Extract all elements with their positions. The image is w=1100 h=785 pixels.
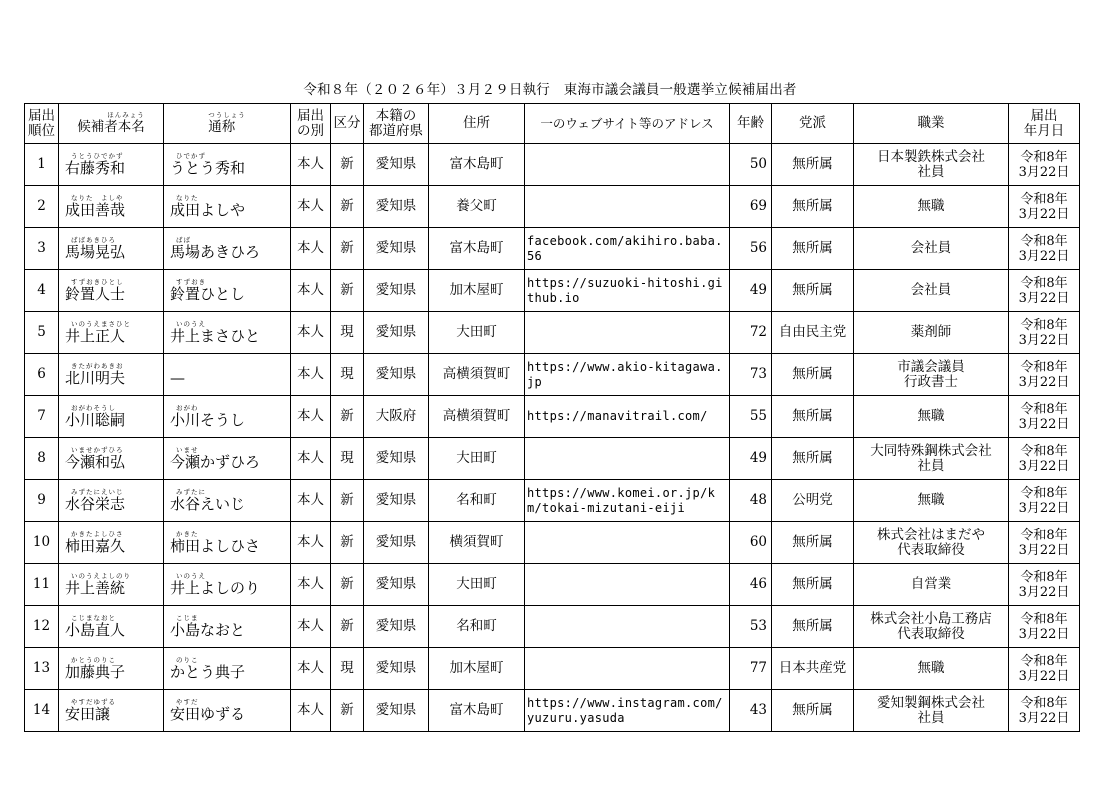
cell-address: 加木屋町 xyxy=(429,648,525,690)
cell-pref: 愛知県 xyxy=(364,690,429,732)
cell-website: https://suzuoki-hitoshi.github.io xyxy=(525,270,730,312)
alias-text: 柿田よしひさ xyxy=(170,537,261,555)
cell-no: 8 xyxy=(25,438,59,480)
table-row xyxy=(25,186,1080,228)
name-ruby: おがわそうし xyxy=(71,404,116,412)
cell-filer: 本人 xyxy=(291,396,331,438)
cell-website xyxy=(525,564,730,606)
alias-text: 鈴置ひとし xyxy=(170,285,246,303)
cell-date: 令和8年 3月22日 xyxy=(1009,480,1080,522)
table-row xyxy=(25,522,1080,564)
alias-ruby: いのうえ xyxy=(176,572,206,580)
cell-filer: 本人 xyxy=(291,228,331,270)
name-ruby: やすだゆずる xyxy=(71,698,116,706)
cell-address: 高横須賀町 xyxy=(429,354,525,396)
name-text: 水谷栄志 xyxy=(65,495,126,513)
cell-alias xyxy=(164,396,291,438)
cell-no: 14 xyxy=(25,690,59,732)
cell-alias xyxy=(164,354,291,396)
name-ruby: かきたよしひさ xyxy=(71,530,124,538)
alias-ruby: こじま xyxy=(176,614,199,622)
cell-filer: 本人 xyxy=(291,270,331,312)
cell-date: 令和8年 3月22日 xyxy=(1009,312,1080,354)
cell-party: 無所属 xyxy=(772,228,854,270)
table-row xyxy=(25,606,1080,648)
name-ruby: かとうのりこ xyxy=(71,656,116,664)
cell-age: 53 xyxy=(730,606,772,648)
cell-age: 56 xyxy=(730,228,772,270)
cell-name xyxy=(59,648,164,690)
alias-text: 成田よしや xyxy=(170,201,246,219)
cell-job: 無職 xyxy=(854,648,1009,690)
header-address: 住所 xyxy=(429,104,525,144)
cell-address: 富木島町 xyxy=(429,690,525,732)
cell-name xyxy=(59,144,164,186)
alias-ruby: やすだ xyxy=(176,698,199,706)
cell-alias xyxy=(164,522,291,564)
table-row xyxy=(25,270,1080,312)
name-text: 井上正人 xyxy=(65,327,126,345)
cell-status: 現 xyxy=(331,312,364,354)
cell-status: 新 xyxy=(331,144,364,186)
cell-address: 大田町 xyxy=(429,438,525,480)
cell-age: 46 xyxy=(730,564,772,606)
cell-pref: 愛知県 xyxy=(364,312,429,354)
name-text: 安田譲 xyxy=(65,705,111,723)
cell-name xyxy=(59,354,164,396)
cell-job: 市議会議員 行政書士 xyxy=(854,354,1009,396)
alias-text: うとう秀和 xyxy=(170,159,246,177)
cell-date: 令和8年 3月22日 xyxy=(1009,606,1080,648)
cell-status: 新 xyxy=(331,564,364,606)
table-row xyxy=(25,354,1080,396)
cell-website: facebook.com/akihiro.baba.56 xyxy=(525,228,730,270)
name-ruby: なりた よしや xyxy=(71,194,124,202)
cell-age: 60 xyxy=(730,522,772,564)
cell-age: 43 xyxy=(730,690,772,732)
cell-date: 令和8年 3月22日 xyxy=(1009,648,1080,690)
alias-text: 井上まさひと xyxy=(170,327,261,345)
cell-party: 無所属 xyxy=(772,186,854,228)
cell-address: 大田町 xyxy=(429,564,525,606)
table-row xyxy=(25,144,1080,186)
alias-text: 小島なおと xyxy=(170,621,246,639)
cell-job: 無職 xyxy=(854,396,1009,438)
cell-name xyxy=(59,480,164,522)
alias-text: 水谷えいじ xyxy=(170,495,246,513)
cell-party: 無所属 xyxy=(772,270,854,312)
cell-party: 公明党 xyxy=(772,480,854,522)
header-name-ruby: ほんみょう xyxy=(107,111,145,119)
table-row xyxy=(25,480,1080,522)
header-status: 区分 xyxy=(331,104,364,144)
name-text: 馬場晃弘 xyxy=(65,243,126,261)
alias-text: 今瀬かずひろ xyxy=(170,453,261,471)
cell-status: 新 xyxy=(331,186,364,228)
cell-party: 無所属 xyxy=(772,690,854,732)
name-ruby: いのうえまさひと xyxy=(71,320,131,328)
cell-name xyxy=(59,522,164,564)
header-date: 届出 年月日 xyxy=(1009,104,1080,144)
cell-no: 13 xyxy=(25,648,59,690)
cell-address: 加木屋町 xyxy=(429,270,525,312)
cell-website: https://www.instagram.com/yuzuru.yasuda xyxy=(525,690,730,732)
cell-party: 日本共産党 xyxy=(772,648,854,690)
name-text: 井上善統 xyxy=(65,579,126,597)
cell-alias xyxy=(164,186,291,228)
cell-filer: 本人 xyxy=(291,564,331,606)
cell-job: 会社員 xyxy=(854,270,1009,312)
document-title: 令和８年（２０２６年）３月２９日執行 東海市議会議員一般選挙立候補届出者 xyxy=(303,82,797,98)
cell-website xyxy=(525,312,730,354)
name-ruby: みずたにえいじ xyxy=(71,488,124,496)
cell-website xyxy=(525,648,730,690)
cell-no: 9 xyxy=(25,480,59,522)
cell-alias xyxy=(164,228,291,270)
name-ruby: いのうえよしのり xyxy=(71,572,131,580)
cell-no: 5 xyxy=(25,312,59,354)
alias-text: 安田ゆずる xyxy=(170,705,246,723)
cell-alias xyxy=(164,606,291,648)
cell-alias xyxy=(164,480,291,522)
cell-address: 養父町 xyxy=(429,186,525,228)
header-alias: つうしょう 通称 xyxy=(164,104,291,144)
cell-filer: 本人 xyxy=(291,186,331,228)
cell-name xyxy=(59,396,164,438)
cell-website xyxy=(525,144,730,186)
header-age: 年齢 xyxy=(730,104,772,144)
cell-filer: 本人 xyxy=(291,690,331,732)
table-row xyxy=(25,438,1080,480)
cell-party: 無所属 xyxy=(772,396,854,438)
cell-name xyxy=(59,312,164,354)
cell-filer: 本人 xyxy=(291,354,331,396)
cell-pref: 愛知県 xyxy=(364,522,429,564)
header-job: 職業 xyxy=(854,104,1009,144)
cell-website: https://www.komei.or.jp/km/tokai-mizutani-eiji xyxy=(525,480,730,522)
alias-ruby: いのうえ xyxy=(176,320,206,328)
cell-job: 株式会社小島工務店 代表取締役 xyxy=(854,606,1009,648)
cell-job: 株式会社はまだや 代表取締役 xyxy=(854,522,1009,564)
cell-status: 新 xyxy=(331,606,364,648)
cell-website xyxy=(525,522,730,564)
cell-pref: 愛知県 xyxy=(364,186,429,228)
header-party: 党派 xyxy=(772,104,854,144)
cell-job: 大同特殊鋼株式会社 社員 xyxy=(854,438,1009,480)
cell-status: 新 xyxy=(331,228,364,270)
cell-alias xyxy=(164,564,291,606)
name-text: 小川聡嗣 xyxy=(65,411,126,429)
cell-job: 無職 xyxy=(854,186,1009,228)
cell-pref: 愛知県 xyxy=(364,228,429,270)
cell-filer: 本人 xyxy=(291,438,331,480)
cell-alias xyxy=(164,438,291,480)
cell-date: 令和8年 3月22日 xyxy=(1009,270,1080,312)
cell-pref: 愛知県 xyxy=(364,270,429,312)
cell-filer: 本人 xyxy=(291,606,331,648)
cell-job: 自営業 xyxy=(854,564,1009,606)
name-text: 北川明夫 xyxy=(65,369,126,387)
cell-age: 69 xyxy=(730,186,772,228)
alias-text: 小川そうし xyxy=(170,411,246,429)
cell-address: 名和町 xyxy=(429,606,525,648)
cell-name xyxy=(59,438,164,480)
cell-no: 1 xyxy=(25,144,59,186)
cell-status: 新 xyxy=(331,522,364,564)
cell-alias xyxy=(164,648,291,690)
cell-no: 12 xyxy=(25,606,59,648)
alias-ruby: みずたに xyxy=(176,488,206,496)
cell-name xyxy=(59,186,164,228)
cell-alias xyxy=(164,270,291,312)
header-alias-ruby: つうしょう xyxy=(208,111,246,119)
alias-ruby: おがわ xyxy=(176,404,199,412)
cell-pref: 愛知県 xyxy=(364,354,429,396)
cell-job: 愛知製鋼株式会社 社員 xyxy=(854,690,1009,732)
cell-pref: 愛知県 xyxy=(364,480,429,522)
cell-party: 無所属 xyxy=(772,564,854,606)
cell-alias xyxy=(164,144,291,186)
header-row xyxy=(25,104,1080,144)
table-row xyxy=(25,228,1080,270)
cell-party: 自由民主党 xyxy=(772,312,854,354)
cell-age: 73 xyxy=(730,354,772,396)
cell-date: 令和8年 3月22日 xyxy=(1009,396,1080,438)
cell-no: 3 xyxy=(25,228,59,270)
cell-date: 令和8年 3月22日 xyxy=(1009,354,1080,396)
name-text: 今瀬和弘 xyxy=(65,453,126,471)
alias-text: かとう典子 xyxy=(170,663,246,681)
cell-no: 11 xyxy=(25,564,59,606)
cell-no: 7 xyxy=(25,396,59,438)
cell-website: https://manavitrail.com/ xyxy=(525,396,730,438)
name-ruby: ばばあきひろ xyxy=(71,236,116,244)
cell-party: 無所属 xyxy=(772,522,854,564)
cell-date: 令和8年 3月22日 xyxy=(1009,522,1080,564)
cell-age: 77 xyxy=(730,648,772,690)
cell-age: 49 xyxy=(730,270,772,312)
header-no: 届出 順位 xyxy=(25,104,59,144)
cell-no: 4 xyxy=(25,270,59,312)
cell-date: 令和8年 3月22日 xyxy=(1009,228,1080,270)
header-filer: 届出 の別 xyxy=(291,104,331,144)
cell-filer: 本人 xyxy=(291,648,331,690)
cell-party: 無所属 xyxy=(772,438,854,480)
cell-name xyxy=(59,564,164,606)
cell-date: 令和8年 3月22日 xyxy=(1009,564,1080,606)
cell-status: 現 xyxy=(331,354,364,396)
cell-address: 横須賀町 xyxy=(429,522,525,564)
cell-pref: 愛知県 xyxy=(364,144,429,186)
name-text: 成田善哉 xyxy=(65,201,126,219)
cell-website xyxy=(525,438,730,480)
cell-status: 現 xyxy=(331,438,364,480)
cell-address: 名和町 xyxy=(429,480,525,522)
alias-ruby: のりこ xyxy=(176,656,199,664)
cell-job: 薬剤師 xyxy=(854,312,1009,354)
cell-job: 日本製鉄株式会社 社員 xyxy=(854,144,1009,186)
cell-address: 富木島町 xyxy=(429,144,525,186)
cell-name xyxy=(59,690,164,732)
alias-ruby: すずおき xyxy=(176,278,207,286)
cell-status: 新 xyxy=(331,270,364,312)
cell-alias xyxy=(164,690,291,732)
cell-address: 高横須賀町 xyxy=(429,396,525,438)
header-website: 一のウェブサイト等のアドレス xyxy=(525,104,730,144)
cell-status: 新 xyxy=(331,480,364,522)
alias-ruby: かきた xyxy=(176,530,199,538)
cell-alias xyxy=(164,312,291,354)
name-text: 小島直人 xyxy=(65,621,126,639)
cell-job: 会社員 xyxy=(854,228,1009,270)
cell-filer: 本人 xyxy=(291,522,331,564)
alias-text: — xyxy=(170,369,185,387)
cell-status: 新 xyxy=(331,690,364,732)
header-pref: 本籍の 都道府県 xyxy=(364,104,429,144)
cell-no: 2 xyxy=(25,186,59,228)
cell-age: 55 xyxy=(730,396,772,438)
table-row xyxy=(25,648,1080,690)
name-text: 右藤秀和 xyxy=(65,159,126,177)
cell-address: 大田町 xyxy=(429,312,525,354)
cell-pref: 愛知県 xyxy=(364,564,429,606)
cell-party: 無所属 xyxy=(772,144,854,186)
cell-no: 6 xyxy=(25,354,59,396)
table-row xyxy=(25,312,1080,354)
cell-name xyxy=(59,228,164,270)
name-text: 鈴置人士 xyxy=(65,285,126,303)
cell-website: https://www.akio-kitagawa.jp xyxy=(525,354,730,396)
name-ruby: こじまなおと xyxy=(71,614,116,622)
cell-pref: 大阪府 xyxy=(364,396,429,438)
header-name: ほんみょう 候補者本名 xyxy=(59,104,164,144)
table-row xyxy=(25,690,1080,732)
cell-status: 現 xyxy=(331,648,364,690)
alias-ruby: なりた xyxy=(176,194,199,202)
table-row xyxy=(25,564,1080,606)
name-text: 加藤典子 xyxy=(65,663,126,681)
alias-text: 馬場あきひろ xyxy=(170,243,261,261)
cell-date: 令和8年 3月22日 xyxy=(1009,144,1080,186)
cell-no: 10 xyxy=(25,522,59,564)
name-ruby: いませかずひろ xyxy=(71,446,124,454)
cell-date: 令和8年 3月22日 xyxy=(1009,690,1080,732)
cell-pref: 愛知県 xyxy=(364,606,429,648)
candidate-table xyxy=(24,103,1080,732)
name-ruby: すずおきひとし xyxy=(71,278,124,286)
cell-filer: 本人 xyxy=(291,312,331,354)
cell-date: 令和8年 3月22日 xyxy=(1009,186,1080,228)
cell-pref: 愛知県 xyxy=(364,648,429,690)
cell-filer: 本人 xyxy=(291,480,331,522)
alias-ruby: ばば xyxy=(176,236,191,244)
table-row xyxy=(25,396,1080,438)
cell-website xyxy=(525,606,730,648)
cell-status: 新 xyxy=(331,396,364,438)
cell-party: 無所属 xyxy=(772,354,854,396)
cell-pref: 愛知県 xyxy=(364,438,429,480)
cell-name xyxy=(59,270,164,312)
cell-age: 50 xyxy=(730,144,772,186)
alias-text: 井上よしのり xyxy=(170,579,261,597)
cell-address: 富木島町 xyxy=(429,228,525,270)
cell-website xyxy=(525,186,730,228)
cell-date: 令和8年 3月22日 xyxy=(1009,438,1080,480)
alias-ruby: いませ xyxy=(176,446,199,454)
name-text: 柿田嘉久 xyxy=(65,537,126,555)
cell-age: 72 xyxy=(730,312,772,354)
alias-ruby: ひでかず xyxy=(176,152,206,160)
cell-filer: 本人 xyxy=(291,144,331,186)
cell-party: 無所属 xyxy=(772,606,854,648)
cell-job: 無職 xyxy=(854,480,1009,522)
name-ruby: きたがわあきお xyxy=(71,362,124,370)
name-ruby: うとうひでかず xyxy=(71,152,124,160)
cell-age: 49 xyxy=(730,438,772,480)
cell-name xyxy=(59,606,164,648)
cell-age: 48 xyxy=(730,480,772,522)
